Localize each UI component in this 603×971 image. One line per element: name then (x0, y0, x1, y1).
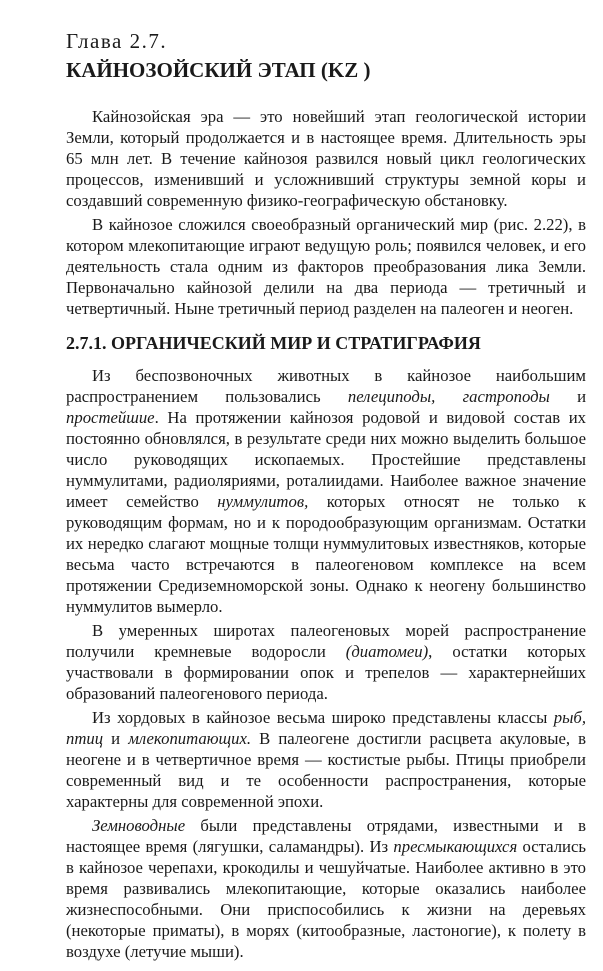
italic-term: (диатомеи) (345, 642, 429, 661)
intro-section (66, 106, 586, 319)
italic-term: пелециподы, гастроподы (347, 387, 550, 406)
text-run: остались в кайнозое черепахи, крокодилы и чешуйчатые. Наиболее активно в это время развивались млекопитающие, которые оказались наиболее жизнеспособными. Они приспособились к жизни на деревьях (некоторые приматы), в морях (китообразные, ластоногие), к полету в воздухе (летучие мыши). (66, 837, 586, 961)
text-run: В умеренных широтах палеогеновых морей распространение получили кремневые водоросли (66, 621, 586, 661)
section-paragraph-2 (66, 620, 586, 704)
text-run: были представлены отрядами, известными и в настоящее время (лягушки, саламандры). Из (66, 816, 586, 856)
text-run: Из беспозвоночных животных в кайнозое наибольшим распространением пользовались (66, 366, 586, 406)
intro-paragraph-2: В кайнозое сложился своеобразный органический мир (рис. 2.22), в котором млекопитающие играют ведущую роль; появился человек, и его деятельность стала одним из факторов преобразования лика Земли. Первоначально кайнозой делили на два периода — третичный и четвертичный. Ныне третичный период разделен на палеоген и неоген. (66, 215, 586, 318)
document-page (66, 28, 586, 962)
text-run: и (103, 729, 129, 748)
section-paragraph-3 (66, 707, 586, 812)
section-paragraph-4 (66, 815, 586, 962)
section-paragraph-1 (66, 365, 586, 617)
italic-term: нуммулитов, (217, 492, 309, 511)
text-run: и (549, 387, 586, 406)
italic-term: рыб, птиц (66, 708, 586, 748)
text-run: В палеогене достигли расцвета акуловые, в неогене и в четвертичное время — костистые рыбы. Птицы приобрели современный вид и те особенности распространения, которые характерны для современной эпохи. (66, 729, 586, 811)
italic-term: млекопитающих. (128, 729, 252, 748)
text-run: . На протяжении кайнозоя родовой и видовой состав их постоянно обновлялся, в результате среди них можно выделить большое число руководящих ископаемых. Простейшие представлены нуммулитами, радиоляриями, роталиидами. Наиболее важное значение имеет семейство (66, 408, 586, 511)
intro-paragraph-1: Кайнозойская эра — это новейший этап геологической истории Земли, который продолжается и в настоящее время. Длительность эры 65 млн лет. В течение кайнозоя развился новый цикл геологических процессов, изменивший и усложнивший структуры земной коры и создавший современную физико-географическую обстановку. (66, 107, 586, 210)
italic-term: простейшие (66, 408, 155, 427)
text-run: которых относят не только к руководящим формам, но и к породообразующим организмам. Остатки их нередко слагают мощные толщи нуммулитовых известняков, которые весьма часто встречаются в палеогеновом комплексе на всем протяжении Средиземноморской зоны. Однако к неогену большинство нуммулитов вымерло. (66, 492, 586, 616)
text-run: Из хордовых в кайнозое весьма широко представлены классы (92, 708, 554, 727)
section-title: 2.7.1. ОРГАНИЧЕСКИЙ МИР И СТРАТИГРАФИЯ (66, 333, 481, 353)
text-run: , остатки которых участвовали в формировании опок и трепелов — характернейших образований палеогенового периода. (66, 642, 586, 703)
chapter-label: Глава 2.7. (66, 29, 168, 53)
italic-term: пресмыкающихся (393, 837, 518, 856)
italic-term: Земноводные (92, 816, 186, 835)
chapter-title: КАЙНОЗОЙСКИЙ ЭТАП (KZ ) (66, 58, 371, 82)
